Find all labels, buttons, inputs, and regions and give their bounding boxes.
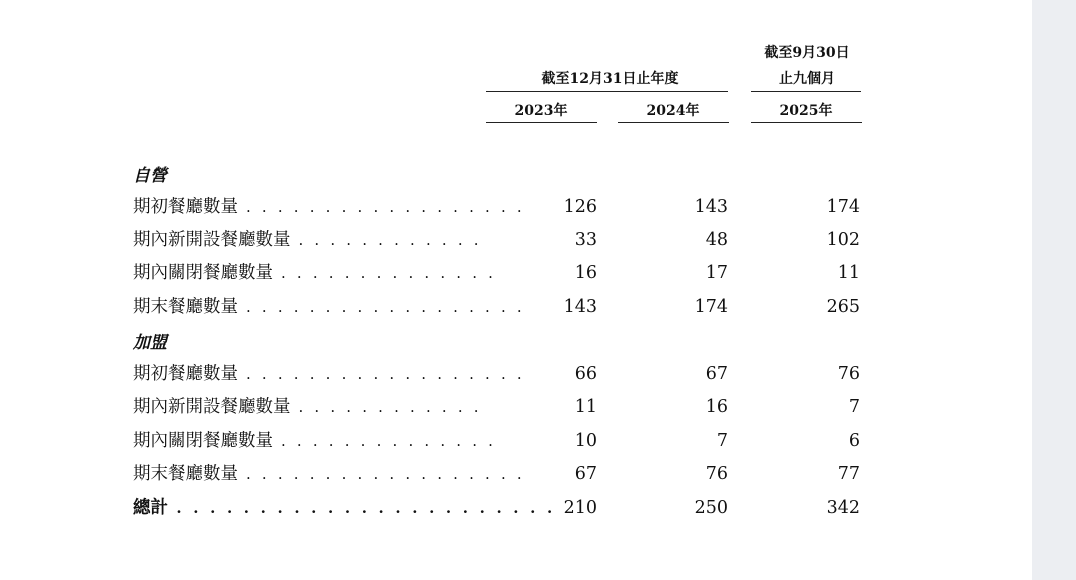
cell-2023: 16 (574, 263, 597, 283)
row-label (133, 358, 525, 390)
row-label-text: 期末餐廳數量 (133, 464, 238, 484)
cell-2023: 10 (574, 431, 597, 451)
total-2025: 342 (826, 498, 860, 518)
row-leader-dots: . . . . . . . . . . . . (290, 231, 482, 249)
cell-2024: 16 (705, 397, 728, 417)
cell-2024: 174 (694, 297, 728, 317)
cell-2025: 174 (826, 197, 860, 217)
row-leader-dots: . . . . . . . . . . . . (290, 398, 482, 416)
cell-2023: 11 (574, 397, 597, 417)
row-label-text: 期內關閉餐廳數量 (133, 431, 273, 451)
row-leader-dots: . . . . . . . . . . . . . . . . . . (238, 365, 525, 383)
table-row (0, 391, 1032, 423)
row-label (133, 425, 497, 457)
header-year-2024: 2024年 (646, 103, 700, 119)
row-label (133, 291, 525, 323)
table-row (0, 224, 1032, 256)
cell-2024: 76 (705, 464, 728, 484)
cell-2025: 11 (837, 263, 860, 283)
table-row (0, 291, 1032, 323)
cell-2025: 6 (848, 431, 860, 451)
cell-2024: 17 (705, 263, 728, 283)
cell-2023: 143 (563, 297, 597, 317)
cell-2025: 102 (826, 230, 860, 250)
row-label (133, 458, 525, 490)
total-leader-dots: . . . . . . . . . . . . . . . . . . . . . . . (168, 499, 556, 517)
row-leader-dots: . . . . . . . . . . . . . . (273, 264, 497, 282)
row-label (133, 257, 497, 289)
cell-2023: 67 (574, 464, 597, 484)
cell-2025: 7 (848, 397, 860, 417)
cell-2025: 265 (826, 297, 860, 317)
table-row (0, 425, 1032, 457)
cell-2023: 126 (563, 197, 597, 217)
row-label (133, 224, 482, 256)
table-row (0, 257, 1032, 289)
cell-2024: 7 (716, 431, 728, 451)
section-title-self: 自營 (133, 166, 167, 186)
cell-2025: 76 (837, 364, 860, 384)
row-label (133, 391, 482, 423)
cell-2024: 67 (705, 364, 728, 384)
header-year-2025: 2025年 (779, 103, 833, 119)
header-period-line1: 截至9月30日 (764, 45, 850, 61)
row-leader-dots: . . . . . . . . . . . . . . (273, 432, 497, 450)
cell-2024: 143 (694, 197, 728, 217)
table-row (0, 458, 1032, 490)
row-label-text: 期內關閉餐廳數量 (133, 263, 273, 283)
viewer-side-panel (1032, 0, 1076, 580)
total-row (0, 492, 1032, 524)
header-group-rule (486, 91, 728, 92)
cell-2025: 77 (837, 464, 860, 484)
header-period-line2: 止九個月 (779, 71, 835, 87)
table-row (0, 191, 1032, 223)
row-label-text: 期內新開設餐廳數量 (133, 397, 291, 417)
table-row (0, 358, 1032, 390)
row-label-text: 期初餐廳數量 (133, 197, 238, 217)
cell-2023: 66 (574, 364, 597, 384)
row-label-text: 期末餐廳數量 (133, 297, 238, 317)
total-label-text: 總計 (133, 498, 168, 518)
total-2023: 210 (563, 498, 597, 518)
year-rule-2024 (618, 122, 729, 123)
row-leader-dots: . . . . . . . . . . . . . . . . . . (238, 465, 525, 483)
row-leader-dots: . . . . . . . . . . . . . . . . . . (238, 198, 525, 216)
header-group-label: 截至12月31日止年度 (541, 71, 679, 87)
row-label-text: 期初餐廳數量 (133, 364, 238, 384)
total-label (133, 492, 556, 524)
year-rule-2025 (751, 122, 862, 123)
header-year-2023: 2023年 (514, 103, 568, 119)
total-2024: 250 (694, 498, 728, 518)
section-title-franchise: 加盟 (133, 333, 167, 353)
year-rule-2023 (486, 122, 597, 123)
row-leader-dots: . . . . . . . . . . . . . . . . . . (238, 298, 525, 316)
row-label-text: 期內新開設餐廳數量 (133, 230, 291, 250)
cell-2024: 48 (705, 230, 728, 250)
cell-2023: 33 (574, 230, 597, 250)
row-label (133, 191, 525, 223)
header-period-rule (751, 91, 861, 92)
